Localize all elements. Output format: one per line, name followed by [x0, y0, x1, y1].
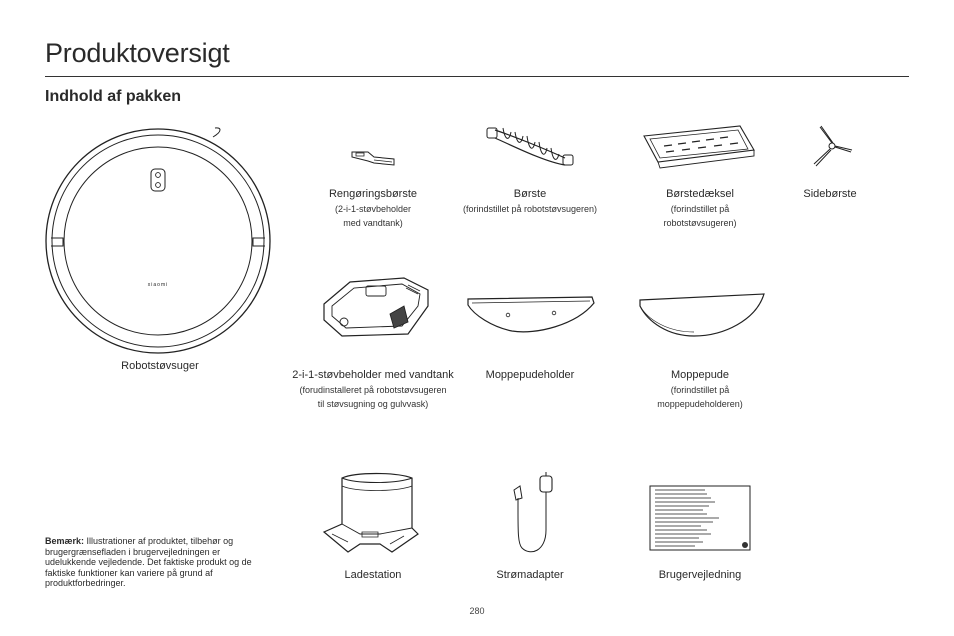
mop-holder-label: Moppepudeholder [485, 369, 575, 381]
item-cleaning-brush [303, 187, 443, 230]
side-brush-icon [808, 124, 854, 168]
cleaning-brush-icon [350, 146, 398, 170]
item-main-brush [440, 187, 620, 216]
item-dock [313, 568, 433, 582]
item-brush-cover [630, 187, 770, 230]
cleaning-brush-note: (2-i-1-støvbeholder med vandtank) [334, 204, 412, 228]
page-title: Produktoversigt [45, 38, 230, 68]
dustbin-icon [320, 276, 432, 340]
robot-label: Robotstøvsuger [121, 360, 199, 372]
main-brush-icon [483, 122, 579, 176]
brush-cover-icon [642, 122, 758, 170]
item-adapter [470, 568, 590, 582]
manual-label: Brugervejledning [658, 569, 742, 581]
robot-vacuum-icon [45, 125, 275, 357]
charging-dock-icon [320, 470, 424, 554]
robot-brand-logo: xiaomi [147, 282, 169, 288]
item-dustbin [283, 368, 463, 411]
item-manual [630, 568, 770, 582]
mop-holder-icon [466, 295, 596, 335]
note-text: Illustrationer af produktet, tilbehør og brugergrænsefladen i brugervejledningen er udelukkende vejledende. Det faktiske produkt og de faktiske funktioner kan variere på grund af produktforbedringer. [45, 536, 252, 589]
mop-pad-note: (forindstillet på moppepudeholderen) [657, 385, 743, 409]
title-divider [45, 76, 909, 77]
item-side-brush [780, 187, 880, 201]
brush-cover-label: Børstedæksel [666, 188, 734, 200]
note-label: Bemærk: [45, 536, 85, 546]
brush-cover-note: (forindstillet på robotstøvsugeren) [663, 204, 737, 228]
disclaimer-note [45, 536, 263, 589]
power-adapter-icon [508, 470, 558, 556]
main-brush-note: (forindstillet på robotstøvsugeren) [462, 204, 598, 214]
item-robot [70, 359, 250, 373]
dustbin-note: (forudinstalleret på robotstøvsugeren til støvsugning og gulvvask) [299, 385, 447, 409]
main-brush-label: Børste [513, 188, 547, 200]
side-brush-label: Sidebørste [803, 188, 857, 200]
item-mop-holder [440, 368, 620, 382]
dock-label: Ladestation [344, 569, 402, 581]
mop-pad-label: Moppepude [670, 369, 730, 381]
user-manual-icon [649, 485, 753, 553]
section-subtitle: Indhold af pakken [45, 88, 182, 105]
dustbin-label: 2-i-1-støvbeholder med vandtank [292, 369, 454, 381]
adapter-label: Strømadapter [496, 569, 564, 581]
mop-pad-icon [638, 292, 766, 338]
page-number: 280 [469, 606, 485, 616]
item-mop-pad [630, 368, 770, 411]
cleaning-brush-label: Rengøringsbørste [328, 188, 418, 200]
